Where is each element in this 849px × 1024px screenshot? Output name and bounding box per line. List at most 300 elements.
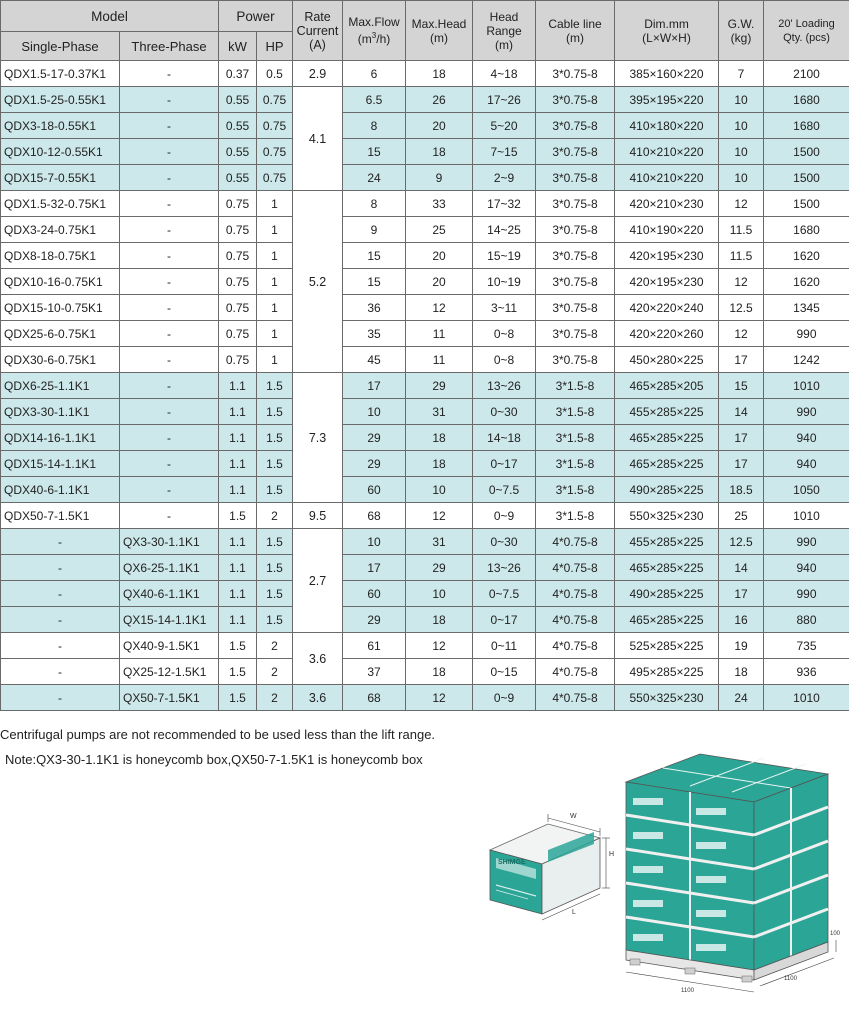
dimension-cell: 550×325×230 xyxy=(615,685,719,711)
kw-cell: 0.37 xyxy=(219,61,257,87)
head-range-cell: 14~25 xyxy=(473,217,536,243)
dimension-cell: 420×210×230 xyxy=(615,191,719,217)
cable-line-cell: 4*0.75-8 xyxy=(536,529,615,555)
gross-weight-cell: 15 xyxy=(719,373,764,399)
kw-cell: 0.75 xyxy=(219,243,257,269)
kw-cell: 1.1 xyxy=(219,373,257,399)
cable-line-cell: 3*1.5-8 xyxy=(536,425,615,451)
kw-cell: 0.75 xyxy=(219,269,257,295)
head-range-cell: 15~19 xyxy=(473,243,536,269)
cable-line-cell: 4*0.75-8 xyxy=(536,659,615,685)
kw-cell: 1.1 xyxy=(219,399,257,425)
hp-cell: 1.5 xyxy=(257,529,293,555)
loading-qty-cell: 1680 xyxy=(764,87,849,113)
table-row xyxy=(1,243,849,269)
dimension-cell: 420×220×260 xyxy=(615,321,719,347)
max-head-cell: 20 xyxy=(406,243,473,269)
table-row xyxy=(1,61,849,87)
three-phase-model-cell: QX3-30-1.1K1 xyxy=(120,529,219,555)
gross-weight-cell: 17 xyxy=(719,425,764,451)
loading-qty-cell: 936 xyxy=(764,659,849,685)
three-phase-model-cell: - xyxy=(120,451,219,477)
single-phase-model-cell: QDX10-12-0.55K1 xyxy=(1,139,120,165)
table-row xyxy=(1,165,849,191)
kw-cell: 1.1 xyxy=(219,451,257,477)
head-range-cell: 13~26 xyxy=(473,373,536,399)
max-flow-cell: 6 xyxy=(343,61,406,87)
max-head-cell: 31 xyxy=(406,529,473,555)
dimension-cell: 410×210×220 xyxy=(615,139,719,165)
cable-line-cell: 3*0.75-8 xyxy=(536,191,615,217)
cable-line-cell: 4*0.75-8 xyxy=(536,555,615,581)
kw-cell: 0.55 xyxy=(219,113,257,139)
dimension-cell: 525×285×225 xyxy=(615,633,719,659)
max-head-cell: 29 xyxy=(406,373,473,399)
head-range-cell: 13~26 xyxy=(473,555,536,581)
gross-weight-cell: 12 xyxy=(719,269,764,295)
max-flow-cell: 29 xyxy=(343,607,406,633)
dimension-cell: 395×195×220 xyxy=(615,87,719,113)
loading-qty-cell: 1500 xyxy=(764,191,849,217)
kw-cell: 0.75 xyxy=(219,347,257,373)
dimension-cell: 450×280×225 xyxy=(615,347,719,373)
table-row xyxy=(1,217,849,243)
max-flow-cell: 17 xyxy=(343,373,406,399)
hp-cell: 1 xyxy=(257,217,293,243)
loading-qty-cell: 1010 xyxy=(764,503,849,529)
max-flow-cell: 29 xyxy=(343,425,406,451)
hp-cell: 2 xyxy=(257,503,293,529)
single-phase-model-cell: QDX30-6-0.75K1 xyxy=(1,347,120,373)
max-flow-cell: 15 xyxy=(343,269,406,295)
rated-current-cell: 7.3 xyxy=(293,373,343,503)
hp-cell: 1 xyxy=(257,191,293,217)
max-flow-cell: 60 xyxy=(343,477,406,503)
dimension-cell: 465×285×225 xyxy=(615,555,719,581)
loading-qty-cell: 880 xyxy=(764,607,849,633)
table-row xyxy=(1,87,849,113)
three-phase-model-cell: - xyxy=(120,347,219,373)
three-phase-header: Three-Phase xyxy=(120,32,219,61)
hp-cell: 1.5 xyxy=(257,607,293,633)
hp-cell: 0.5 xyxy=(257,61,293,87)
loading-qty-cell: 940 xyxy=(764,425,849,451)
max-head-cell: 12 xyxy=(406,295,473,321)
head-range-cell: 17~26 xyxy=(473,87,536,113)
kw-cell: 1.5 xyxy=(219,685,257,711)
hp-cell: 0.75 xyxy=(257,113,293,139)
head-range-cell: 0~9 xyxy=(473,503,536,529)
kw-cell: 1.1 xyxy=(219,581,257,607)
dimension-cell: 410×210×220 xyxy=(615,165,719,191)
max-head-cell: 18 xyxy=(406,659,473,685)
max-head-cell: 12 xyxy=(406,633,473,659)
kw-cell: 1.1 xyxy=(219,477,257,503)
gross-weight-header: G.W. (kg) xyxy=(719,1,764,61)
dimension-cell: 420×195×230 xyxy=(615,269,719,295)
max-flow-cell: 29 xyxy=(343,451,406,477)
head-range-cell: 4~18 xyxy=(473,61,536,87)
three-phase-model-cell: - xyxy=(120,425,219,451)
single-phase-model-cell: - xyxy=(1,659,120,685)
head-range-cell: 10~19 xyxy=(473,269,536,295)
max-head-cell: 31 xyxy=(406,399,473,425)
table-row xyxy=(1,659,849,685)
rated-current-cell: 3.6 xyxy=(293,685,343,711)
kw-header: kW xyxy=(219,32,257,61)
max-flow-cell: 8 xyxy=(343,113,406,139)
dimension-cell: 465×285×205 xyxy=(615,373,719,399)
three-phase-model-cell: QX6-25-1.1K1 xyxy=(120,555,219,581)
three-phase-model-cell: - xyxy=(120,321,219,347)
loading-qty-cell: 1345 xyxy=(764,295,849,321)
max-head-cell: 18 xyxy=(406,607,473,633)
hp-cell: 1 xyxy=(257,321,293,347)
hp-cell: 0.75 xyxy=(257,139,293,165)
gross-weight-cell: 14 xyxy=(719,399,764,425)
hp-cell: 1.5 xyxy=(257,477,293,503)
kw-cell: 0.55 xyxy=(219,87,257,113)
hp-cell: 1.5 xyxy=(257,581,293,607)
max-flow-cell: 68 xyxy=(343,503,406,529)
loading-qty-cell: 1242 xyxy=(764,347,849,373)
loading-qty-cell: 1050 xyxy=(764,477,849,503)
three-phase-model-cell: - xyxy=(120,165,219,191)
single-phase-model-cell: QDX15-14-1.1K1 xyxy=(1,451,120,477)
loading-qty-cell: 1500 xyxy=(764,165,849,191)
loading-qty-cell: 1620 xyxy=(764,243,849,269)
single-phase-model-cell: - xyxy=(1,529,120,555)
table-row xyxy=(1,581,849,607)
cable-line-cell: 3*0.75-8 xyxy=(536,113,615,139)
hp-cell: 2 xyxy=(257,633,293,659)
kw-cell: 0.55 xyxy=(219,165,257,191)
head-range-cell: 0~8 xyxy=(473,321,536,347)
head-range-cell: 0~15 xyxy=(473,659,536,685)
single-phase-model-cell: QDX1.5-17-0.37K1 xyxy=(1,61,120,87)
table-row xyxy=(1,269,849,295)
dimension-h-label: H xyxy=(609,851,614,858)
gross-weight-cell: 18 xyxy=(719,659,764,685)
gross-weight-cell: 10 xyxy=(719,139,764,165)
packaging-svg xyxy=(478,740,849,1019)
single-phase-model-cell: QDX3-18-0.55K1 xyxy=(1,113,120,139)
max-flow-cell: 9 xyxy=(343,217,406,243)
three-phase-model-cell: - xyxy=(120,61,219,87)
cable-line-cell: 3*0.75-8 xyxy=(536,87,615,113)
cable-line-cell: 3*1.5-8 xyxy=(536,503,615,529)
rate-current-header: Rate Current (A) xyxy=(293,1,343,61)
max-flow-cell: 10 xyxy=(343,399,406,425)
dimension-cell: 455×285×225 xyxy=(615,529,719,555)
gross-weight-cell: 24 xyxy=(719,685,764,711)
head-range-cell: 7~15 xyxy=(473,139,536,165)
loading-qty-cell: 990 xyxy=(764,399,849,425)
loading-qty-cell: 990 xyxy=(764,529,849,555)
gross-weight-cell: 7 xyxy=(719,61,764,87)
dimension-cell: 490×285×225 xyxy=(615,477,719,503)
hp-cell: 1 xyxy=(257,295,293,321)
gross-weight-cell: 11.5 xyxy=(719,217,764,243)
three-phase-model-cell: QX40-6-1.1K1 xyxy=(120,581,219,607)
head-range-header: Head Range (m) xyxy=(473,1,536,61)
max-head-cell: 18 xyxy=(406,139,473,165)
max-head-cell: 20 xyxy=(406,269,473,295)
table-row xyxy=(1,373,849,399)
rated-current-cell: 5.2 xyxy=(293,191,343,373)
cable-line-cell: 3*0.75-8 xyxy=(536,217,615,243)
table-row xyxy=(1,139,849,165)
cable-line-cell: 3*1.5-8 xyxy=(536,451,615,477)
power-header: Power xyxy=(219,1,293,32)
cable-line-cell: 3*0.75-8 xyxy=(536,269,615,295)
table-row xyxy=(1,191,849,217)
kw-cell: 1.1 xyxy=(219,529,257,555)
kw-cell: 0.75 xyxy=(219,191,257,217)
dimension-cell: 455×285×225 xyxy=(615,399,719,425)
single-phase-model-cell: QDX3-30-1.1K1 xyxy=(1,399,120,425)
gross-weight-cell: 17 xyxy=(719,581,764,607)
kw-cell: 1.5 xyxy=(219,503,257,529)
dimension-cell: 420×195×230 xyxy=(615,243,719,269)
hp-cell: 1.5 xyxy=(257,451,293,477)
dimension-cell: 410×180×220 xyxy=(615,113,719,139)
cable-line-cell: 4*0.75-8 xyxy=(536,685,615,711)
gross-weight-cell: 10 xyxy=(719,113,764,139)
rated-current-cell: 3.6 xyxy=(293,633,343,685)
max-head-header: Max.Head (m) xyxy=(406,1,473,61)
single-phase-model-cell: QDX6-25-1.1K1 xyxy=(1,373,120,399)
gross-weight-cell: 11.5 xyxy=(719,243,764,269)
three-phase-model-cell: - xyxy=(120,87,219,113)
head-range-cell: 0~7.5 xyxy=(473,477,536,503)
dimension-cell: 420×220×240 xyxy=(615,295,719,321)
single-phase-model-cell: - xyxy=(1,607,120,633)
gross-weight-cell: 12.5 xyxy=(719,529,764,555)
table-row xyxy=(1,295,849,321)
max-head-cell: 18 xyxy=(406,451,473,477)
gross-weight-cell: 10 xyxy=(719,165,764,191)
hp-cell: 2 xyxy=(257,659,293,685)
kw-cell: 0.75 xyxy=(219,321,257,347)
table-row xyxy=(1,113,849,139)
max-head-cell: 20 xyxy=(406,113,473,139)
max-flow-cell: 35 xyxy=(343,321,406,347)
three-phase-model-cell: - xyxy=(120,477,219,503)
table-row xyxy=(1,685,849,711)
table-row xyxy=(1,347,849,373)
cable-line-cell: 3*0.75-8 xyxy=(536,139,615,165)
max-head-cell: 11 xyxy=(406,347,473,373)
max-head-cell: 11 xyxy=(406,321,473,347)
loading-qty-cell: 735 xyxy=(764,633,849,659)
max-head-cell: 12 xyxy=(406,685,473,711)
table-row xyxy=(1,451,849,477)
three-phase-model-cell: - xyxy=(120,217,219,243)
max-flow-cell: 36 xyxy=(343,295,406,321)
max-head-cell: 26 xyxy=(406,87,473,113)
hp-cell: 1.5 xyxy=(257,399,293,425)
loading-qty-cell: 1680 xyxy=(764,217,849,243)
hp-cell: 1 xyxy=(257,347,293,373)
max-flow-header: Max.Flow $(m^3/h)$ xyxy=(343,1,406,61)
hp-cell: 1 xyxy=(257,243,293,269)
hp-cell: 0.75 xyxy=(257,165,293,191)
max-flow-cell: 60 xyxy=(343,581,406,607)
max-flow-cell: 8 xyxy=(343,191,406,217)
gross-weight-cell: 18.5 xyxy=(719,477,764,503)
gross-weight-cell: 12 xyxy=(719,191,764,217)
max-head-cell: 9 xyxy=(406,165,473,191)
three-phase-model-cell: - xyxy=(120,139,219,165)
three-phase-model-cell: - xyxy=(120,243,219,269)
rated-current-cell: 9.5 xyxy=(293,503,343,529)
max-flow-cell: 37 xyxy=(343,659,406,685)
kw-cell: 1.5 xyxy=(219,659,257,685)
max-head-cell: 18 xyxy=(406,425,473,451)
max-flow-cell: 10 xyxy=(343,529,406,555)
pallet-width-label: 1100 xyxy=(784,976,798,982)
kw-cell: 1.1 xyxy=(219,425,257,451)
three-phase-model-cell: QX15-14-1.1K1 xyxy=(120,607,219,633)
single-phase-model-cell: QDX40-6-1.1K1 xyxy=(1,477,120,503)
dimension-cell: 385×160×220 xyxy=(615,61,719,87)
kw-cell: 1.1 xyxy=(219,555,257,581)
cable-line-cell: 3*0.75-8 xyxy=(536,165,615,191)
table-row xyxy=(1,425,849,451)
single-phase-model-cell: - xyxy=(1,555,120,581)
head-range-cell: 0~11 xyxy=(473,633,536,659)
gross-weight-cell: 17 xyxy=(719,451,764,477)
dimension-header: Dim.mm (L×W×H) xyxy=(615,1,719,61)
cable-line-cell: 3*0.75-8 xyxy=(536,295,615,321)
cable-line-cell: 4*0.75-8 xyxy=(536,581,615,607)
pallet-stack-drawing xyxy=(626,754,841,994)
head-range-cell: 3~11 xyxy=(473,295,536,321)
single-phase-model-cell: QDX1.5-32-0.75K1 xyxy=(1,191,120,217)
hp-header: HP xyxy=(257,32,293,61)
table-row xyxy=(1,529,849,555)
single-phase-header: Single-Phase xyxy=(1,32,120,61)
head-range-cell: 0~8 xyxy=(473,347,536,373)
three-phase-model-cell: - xyxy=(120,503,219,529)
cable-line-cell: 3*0.75-8 xyxy=(536,61,615,87)
box-brand-label: SHIMGE xyxy=(498,859,526,866)
cable-line-header: Cable line (m) xyxy=(536,1,615,61)
dimension-w-label: W xyxy=(570,813,577,820)
honeycomb-box-note: Note:QX3-30-1.1K1 is honeycomb box,QX50-7-1.5K1 is honeycomb box xyxy=(5,752,423,767)
cable-line-cell: 3*1.5-8 xyxy=(536,373,615,399)
gross-weight-cell: 12.5 xyxy=(719,295,764,321)
gross-weight-cell: 12 xyxy=(719,321,764,347)
single-phase-model-cell: QDX10-16-0.75K1 xyxy=(1,269,120,295)
max-flow-cell: 15 xyxy=(343,139,406,165)
spec-table-body xyxy=(1,61,849,711)
kw-cell: 0.55 xyxy=(219,139,257,165)
three-phase-model-cell: - xyxy=(120,191,219,217)
max-head-cell: 29 xyxy=(406,555,473,581)
single-phase-model-cell: QDX25-6-0.75K1 xyxy=(1,321,120,347)
gross-weight-cell: 10 xyxy=(719,87,764,113)
dimension-cell: 465×285×225 xyxy=(615,607,719,633)
gross-weight-cell: 25 xyxy=(719,503,764,529)
single-phase-model-cell: QDX50-7-1.5K1 xyxy=(1,503,120,529)
dimension-cell: 490×285×225 xyxy=(615,581,719,607)
head-range-cell: 0~30 xyxy=(473,399,536,425)
head-range-cell: 17~32 xyxy=(473,191,536,217)
table-row xyxy=(1,555,849,581)
dimension-l-label: L xyxy=(572,909,576,916)
three-phase-model-cell: - xyxy=(120,269,219,295)
max-head-cell: 10 xyxy=(406,477,473,503)
rated-current-cell: 4.1 xyxy=(293,87,343,191)
table-row xyxy=(1,503,849,529)
head-range-cell: 14~18 xyxy=(473,425,536,451)
three-phase-model-cell: - xyxy=(120,399,219,425)
table-row xyxy=(1,321,849,347)
gross-weight-cell: 14 xyxy=(719,555,764,581)
max-head-cell: 18 xyxy=(406,61,473,87)
single-phase-model-cell: QDX15-7-0.55K1 xyxy=(1,165,120,191)
three-phase-model-cell: QX50-7-1.5K1 xyxy=(120,685,219,711)
loading-qty-cell: 2100 xyxy=(764,61,849,87)
dimension-cell: 410×190×220 xyxy=(615,217,719,243)
cable-line-cell: 4*0.75-8 xyxy=(536,607,615,633)
dimension-cell: 465×285×225 xyxy=(615,425,719,451)
max-flow-cell: 6.5 xyxy=(343,87,406,113)
gross-weight-cell: 19 xyxy=(719,633,764,659)
lift-range-note: Centrifugal pumps are not recommended to be used less than the lift range. xyxy=(0,727,435,742)
table-row xyxy=(1,477,849,503)
max-flow-cell: 17 xyxy=(343,555,406,581)
cable-line-cell: 3*0.75-8 xyxy=(536,243,615,269)
three-phase-model-cell: - xyxy=(120,373,219,399)
max-head-cell: 33 xyxy=(406,191,473,217)
head-range-cell: 0~17 xyxy=(473,607,536,633)
single-phase-model-cell: QDX1.5-25-0.55K1 xyxy=(1,87,120,113)
three-phase-model-cell: QX25-12-1.5K1 xyxy=(120,659,219,685)
loading-qty-cell: 1500 xyxy=(764,139,849,165)
hp-cell: 2 xyxy=(257,685,293,711)
loading-qty-cell: 1680 xyxy=(764,113,849,139)
table-row xyxy=(1,633,849,659)
kw-cell: 0.75 xyxy=(219,295,257,321)
loading-qty-cell: 1620 xyxy=(764,269,849,295)
max-flow-cell: 68 xyxy=(343,685,406,711)
cable-line-cell: 3*1.5-8 xyxy=(536,477,615,503)
loading-qty-cell: 990 xyxy=(764,581,849,607)
three-phase-model-cell: - xyxy=(120,113,219,139)
kw-cell: 1.1 xyxy=(219,607,257,633)
kw-cell: 1.5 xyxy=(219,633,257,659)
cable-line-cell: 3*1.5-8 xyxy=(536,399,615,425)
head-range-cell: 0~17 xyxy=(473,451,536,477)
max-flow-cell: 24 xyxy=(343,165,406,191)
loading-qty-cell: 940 xyxy=(764,451,849,477)
loading-qty-cell: 1010 xyxy=(764,685,849,711)
pallet-length-label: 1100 xyxy=(681,988,695,994)
hp-cell: 1.5 xyxy=(257,373,293,399)
single-phase-model-cell: QDX8-18-0.75K1 xyxy=(1,243,120,269)
single-phase-model-cell: - xyxy=(1,581,120,607)
max-flow-cell: 61 xyxy=(343,633,406,659)
three-phase-model-cell: - xyxy=(120,295,219,321)
head-range-cell: 0~7.5 xyxy=(473,581,536,607)
single-phase-model-cell: - xyxy=(1,633,120,659)
loading-qty-cell: 1010 xyxy=(764,373,849,399)
single-phase-model-cell: - xyxy=(1,685,120,711)
hp-cell: 1 xyxy=(257,269,293,295)
